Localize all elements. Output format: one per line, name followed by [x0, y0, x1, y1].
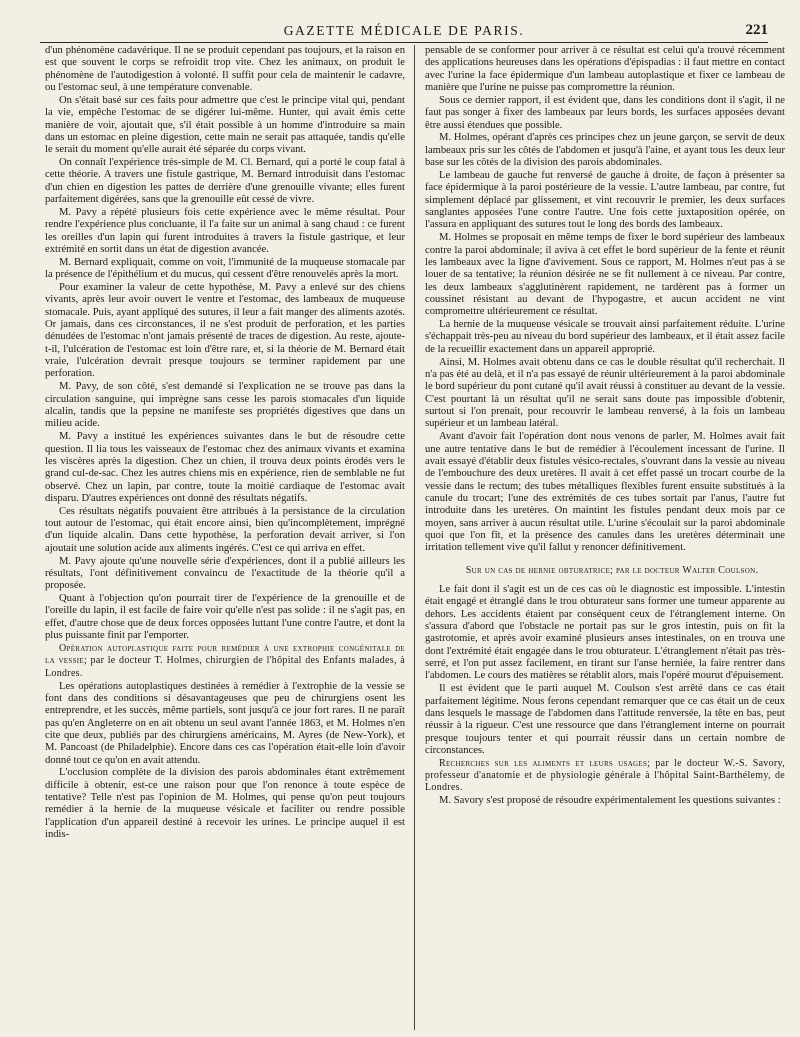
paragraph: d'un phénomène cadavérique. Il ne se produit cependant pas toujours, et la raison en est que souvent le corps se refroidit trop vite. Chez les animaux, on produit le phénomène de l'autodigestion à volonté. Il suffit pour cela de maintenir le cadavre, ou l'estomac seul, à une température convenable.	[45, 45, 405, 94]
paragraph: M. Pavy, de son côté, s'est demandé si l'explication ne se trouve pas dans la circulation sanguine, qui imprègne sans cesse les parois stomacales d'un liquide alcalin, tandis que la pepsine ne manifeste ses propriétés digestives que dans un milieu acide.	[45, 381, 405, 430]
paragraph: Ainsi, M. Holmes avait obtenu dans ce cas le double résultat qu'il recherchait. Il n'a pas été au delà, et il n'a pas essayé de réunir ultérieurement à la paroi abdominale le bord supérieur du pont cutané qu'il avait réussi à constituer au devant de la vessie. C'est pourtant là un résultat qu'il ne serait sans doute pas impossible d'obtenir, surtout si l'on prenait, pour recouvrir le lambeau renversé, à la fois un lambeau supérieur et un lambeau latéral.	[425, 356, 785, 430]
page-header	[40, 18, 768, 43]
article-title-extrophie	[45, 643, 405, 680]
paragraph: M. Pavy a institué les expériences suivantes dans le but de résoudre cette question. Il lia tous les vaisseaux de l'estomac chez des animaux vivants et examina les viscères après la digestion. Chez un chien, il trouva deux points érodés vers le grand cul-de-sac. Chez les autres chiens mis en expérience, rien de semblable ne fut observé. Chez un lapin, par contre, toute la moitié cardiaque de l'estomac avait disparu. D'autres expériences ont donné des résultats négatifs.	[45, 431, 405, 504]
page-number: 221	[745, 22, 768, 38]
right-column	[425, 45, 785, 1030]
paragraph: Avant d'avoir fait l'opération dont nous venons de parler, M. Holmes avait fait une autre tentative dans le but de remédier à l'écoulement incessant de l'urine. Il avait essayé d'établir deux fistules vésico-rectales, s'ouvrant dans la vessie au niveau de l'embouchure des deux uretères. Il avait à cet effet passé un trocart courbe de la vessie dans le rectum; des tubes métalliques flexibles furent ensuite substitués à la canule du trocart; l'une des extrémités de ces tubes sortait par l'anus, l'autre fut introduite dans les uretères. On maintint les fistules pendant deux mois par ce moyen, sans arriver à aucun résultat utile. L'urine s'écoulait sur la paroi abdominale quoi que l'on fît, et la présence des canules dans les uretères déterminait une irritation tellement vive qu'il fallut y renoncer définitivement.	[425, 431, 785, 554]
paragraph: M. Savory s'est proposé de résoudre expérimentalement les questions suivantes :	[439, 795, 781, 807]
paragraph: M. Pavy ajoute qu'une nouvelle série d'expériences, dont il a publié ailleurs les résultats, l'ont définitivement convaincu de l'exactitude de la théorie qu'il a proposée.	[45, 555, 405, 592]
paragraph: M. Holmes se proposait en même temps de fixer le bord supérieur des lambeaux contre la paroi abdominale; il aviva à cet effet le bord supérieur de la fente et réunit les lambeaux avec la ligne d'avivement. Sous ce rapport, M. Holmes n'eut pas à se louer de sa tentative; la réunion désirée ne se fit nullement à ce niveau. Par contre, les deux lambeaux s'agglutinèrent rapidement, ne tardèrent pas à former un coussinet résistant au devant de l'hypogastre, et aucun accident ne vint compromettre ultérieurement ce résultat.	[425, 232, 785, 318]
article-title-byline: ; par le docteur T. Holmes, chirurgien de l'hôpital des Enfants malades, à Londres.	[45, 655, 405, 679]
article-title-lead: Opération autoplastique faite pour remédier à une extrophie congénitale de la vessie	[45, 643, 405, 667]
paragraph: M. Bernard expliquait, comme on voit, l'immunité de la muqueuse stomacale par la présence de l'épithélium et du mucus, qui cessent d'être renouvelés après la mort.	[45, 256, 405, 281]
paragraph: L'occlusion complète de la division des parois abdominales étant extrêmement difficile à obtenir, est-ce une raison pour que l'on renonce à toute espèce de tentative? Telle n'est pas l'opinion de M. Holmes, qui pense qu'on peut toujours remédier à la hernie de la muqueuse vésicale et faciliter ou rendre possible l'application d'un appareil destiné à recevoir les urines. Le principe auquel il est indis-	[45, 767, 405, 841]
paragraph: On connaît l'expérience très-simple de M. Cl. Bernard, qui a porté le coup fatal à cette théorie. A travers une fistule gastrique, M. Bernard introduisit dans l'estomac d'un chien en digestion les pattes de derrière d'une grenouille vivante; elles furent parfaitement digérées, sans que la grenouille eût cessé de vivre.	[45, 157, 405, 206]
paragraph: Quant à l'objection qu'on pourrait tirer de l'expérience de la grenouille et de l'oreille du lapin, il est facile de faire voir qu'elle n'est pas solide : il ne s'agit pas, en effet, d'autre chose que de deux forces opposées luttant l'une contre l'autre, et dont la plus puissante finit par l'emporter.	[45, 593, 405, 642]
article-title-hernie	[425, 565, 785, 577]
paragraph: Le fait dont il s'agit est un de ces cas où le diagnostic est impossible. L'intestin était engagé et étranglé dans le trou obturateur sans former une tumeur apparente au dehors. Les accidents étaient par conséquent ceux de l'étranglement interne. On s'assura d'abord que l'obstacle ne portait pas sur le gros intestin, puis on fit la gastrotomie, et après avoir examiné plusieurs anses intestinales, on en trouva une dont l'extrémité était engagée dans le trou obturateur. L'étranglement n'était pas très-serré, et l'on put assez facilement, en tirant sur l'anse herniée, la faire rentrer dans l'abdomen. Le cours des matières se rétablit alors, mais l'opéré mourut d'épuisement.	[425, 583, 785, 682]
article-title-lead: Recherches sur les aliments et leurs usages	[439, 757, 648, 769]
paragraph: M. Pavy a répété plusieurs fois cette expérience avec le même résultat. Pour rendre l'expérience plus concluante, il l'a faite sur un animal à sang chaud : ce furent les oreilles d'un lapin qui furent introduites à travers la fistule gastrique, et leur extrémité en sortit dans un état de digestion avancée.	[45, 206, 405, 255]
column-divider	[414, 45, 415, 1030]
article-title-lead: Sur un cas de hernie obturatrice	[465, 564, 611, 576]
article-title-aliments	[425, 758, 785, 795]
paragraph: Pour examiner la valeur de cette hypothèse, M. Pavy a enlevé sur des chiens vivants, après leur avoir ouvert le ventre et l'estomac, des lambeaux de muqueuse stomacale. Puis, ayant appliqué des sutures, il leur a fait manger des aliments azotés. Or jamais, dans ces circonstances, il ne s'est produit de perforation, et les parties dénudées de l'estomac n'ont jamais présenté de traces de digestion. Au reste, ajoute-t-il, l'ulcération de l'estomac est loin d'être rare, et, si la théorie de M. Bernard était vraie, l'ulcération devrait presque toujours se terminer rapidement par une perforation.	[45, 282, 405, 380]
paragraph: pensable de se conformer pour arriver à ce résultat est celui qu'a trouvé récemment des applications heureuses dans les opérations d'épispadias : il faut mettre en contact avec l'urine la face épidermique d'un lambeau autoplastique et fixer ce lambeau de manière que l'urine ne puisse pas compromettre la réunion.	[425, 45, 785, 94]
paragraph: Le lambeau de gauche fut renversé de gauche à droite, de façon à présenter sa face épidermique à la paroi postérieure de la vessie. L'autre lambeau, par contre, fut simplement déplacé par glissement, et vint recouvrir le premier, les deux surfaces sanglantes apposées l'une contre l'autre. Une fois cette juxtaposition opérée, on l'assura en appliquant des sutures tout le long des bords des lambeaux.	[425, 169, 785, 231]
article-title-byline: ; par le docteur W.-S. Savory, professeur d'anatomie et de physiologie générale à l'hôpital Saint-Barthélemy, de Londres.	[425, 757, 785, 794]
paragraph: Il est évident que le parti auquel M. Coulson s'est arrêté dans ce cas était parfaitement légitime. Nous ferons cependant remarquer que ce cas était un de ceux dans lesquels le massage de l'abdomen dans l'attitude renversée, la tête en bas, peut réussir à la rigueur. C'est une ressource que dans l'étranglement interne on pourrait presque toujours tenter et qui pourrait réussir dans un certain nombre de circonstances.	[425, 683, 785, 756]
paragraph: Ces résultats négatifs pouvaient être attribués à la persistance de la circulation tout autour de l'estomac, qui était encore ainsi, bien qu'incomplètement, imprégné d'un liquide alcalin. Dans cette hypothèse, la perforation devait arriver, si l'on ajoutait une solution acide aux aliments ingérés. C'est ce qui arriva en effet.	[45, 505, 405, 554]
paragraph: Les opérations autoplastiques destinées à remédier à l'extrophie de la vessie se font dans des conditions si désavantageuses que peu de chirurgiens osent les entreprendre, et les succès, même partiels, sont jusqu'à ce jour fort rares. Il ne paraît pas qu'en Angleterre on en ait obtenu un seul avant l'année 1863, et M. Holmes n'en cite que deux, publiés par des chirurgiens américains, M. Ayres (de New-York), et M. Pancoast (de Philadelphie). Encore dans ces cas l'opération était-elle loin d'avoir donné tout ce qu'on en avait attendu.	[45, 680, 405, 766]
article-title-byline: ; par le docteur Walter Coulson.	[610, 564, 759, 576]
paragraph: Sous ce dernier rapport, il est évident que, dans les conditions dont il s'agit, il ne faut pas songer à fixer des lambeaux par leurs bords, les surfaces apposées devant être aussi étendues que possible.	[425, 94, 785, 131]
paragraph: La hernie de la muqueuse vésicale se trouvait ainsi parfaitement réduite. L'urine s'échappait très-peu au niveau du bord supérieur des lambeaux, et il était assez facile de la recueillir exactement dans un appareil approprié.	[425, 319, 785, 355]
paragraph: On s'était basé sur ces faits pour admettre que c'est le principe vital qui, pendant la vie, empêche l'estomac de se digérer lui-même. Hunter, qui avait émis cette manière de voir, ajoutait que, s'il était possible à un homme d'introduire sa main dans un estomac en pleine digestion, cette main ne serait pas attaquée, tandis qu'elle le serait du moment qu'elle aurait été séparée du corps vivant.	[45, 94, 405, 156]
journal-title: GAZETTE MÉDICALE DE PARIS.	[283, 23, 525, 38]
paragraph: M. Holmes, opérant d'après ces principes chez un jeune garçon, se servit de deux lambeaux pris sur les côtés de l'abdomen et jusqu'à l'aine, et ayant tous les deux leur base sur les côtés de la division des parois abdominales.	[425, 132, 785, 169]
left-column	[45, 45, 405, 1030]
